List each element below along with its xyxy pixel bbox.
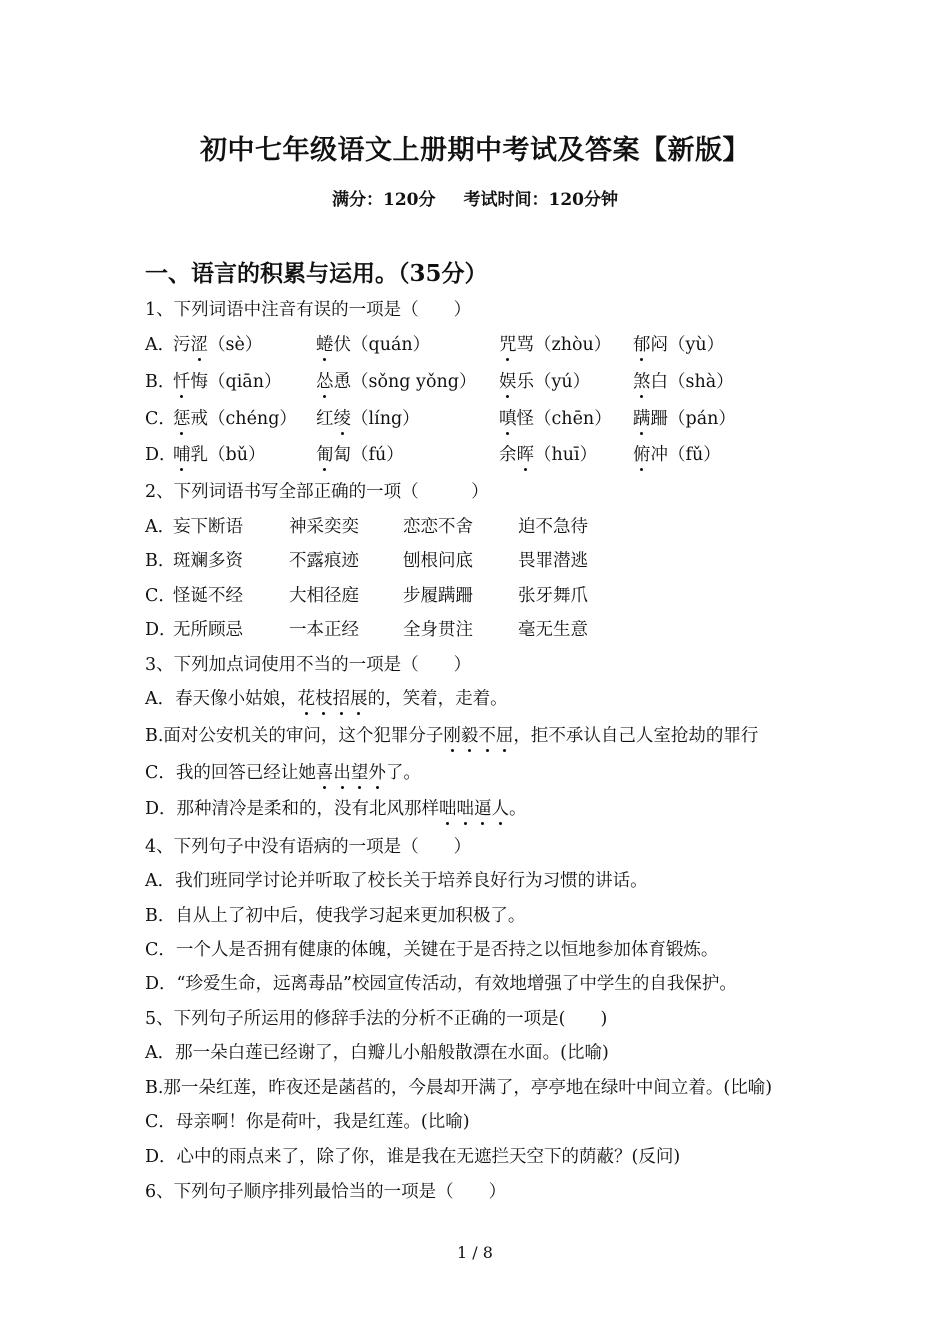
question-3-option-c: C．我的回答已经让她喜出望外了。 bbox=[145, 759, 421, 784]
question-5-stem: 5、下列句子所运用的修辞手法的分析不正确的一项是( ) bbox=[145, 1009, 608, 1029]
dotted-char: 涩 bbox=[191, 331, 209, 356]
word-option: 步履蹒跚 bbox=[403, 586, 473, 606]
pinyin: （líng） bbox=[351, 409, 420, 429]
word-option: 斑斓多资 bbox=[173, 551, 243, 571]
dotted-char: 招 bbox=[333, 685, 351, 710]
pinyin: （chēn） bbox=[534, 409, 612, 429]
pinyin-item: 郁闷（yù） bbox=[633, 331, 724, 356]
word-option: 无所顾忌 bbox=[173, 620, 243, 640]
question-4-option: A．我们班同学讨论并听取了校长关于培养良好行为习惯的讲话。 bbox=[145, 871, 648, 891]
pinyin-item: 污涩（sè） bbox=[173, 331, 262, 356]
question-5-option: B.那一朵红莲，昨夜还是菡萏的，今晨却开满了，亭亭地在绿叶中间立着。(比喻) bbox=[145, 1078, 773, 1098]
dotted-char: 蹒 bbox=[633, 405, 651, 430]
dotted-char: 花 bbox=[298, 685, 316, 710]
dotted-phrase bbox=[298, 689, 368, 709]
word-option: 迫不急待 bbox=[518, 517, 588, 537]
pinyin-item: 蹒跚（pán） bbox=[633, 405, 736, 430]
question-5-option: C．母亲啊！你是荷叶，我是红莲。(比喻) bbox=[145, 1112, 470, 1132]
word-option: 怪诞不经 bbox=[173, 586, 243, 606]
dotted-char: 喜 bbox=[316, 759, 334, 784]
word-option: 畏罪潜逃 bbox=[518, 551, 588, 571]
question-4-option: D．“珍爱生命，远离毒品”校园宣传活动，有效地增强了中学生的自我保护。 bbox=[145, 974, 737, 994]
pinyin-item: 哺乳（bǔ） bbox=[173, 441, 265, 466]
dotted-char: 展 bbox=[350, 685, 368, 710]
page-number: 1 / 8 bbox=[457, 1243, 493, 1262]
word-option: 大相径庭 bbox=[289, 586, 359, 606]
dotted-phrase bbox=[443, 726, 513, 746]
exam-info bbox=[0, 185, 950, 210]
dotted-char: 哺 bbox=[173, 441, 191, 466]
word-option: 恋恋不舍 bbox=[403, 517, 473, 537]
option-letter: D． bbox=[145, 620, 177, 640]
dotted-char: 刚 bbox=[443, 722, 461, 747]
document-title: 初中七年级语文上册期中考试及答案【新版】 bbox=[200, 135, 750, 166]
option-letter: D． bbox=[145, 445, 177, 465]
exam-time: 考试时间：120分钟 bbox=[463, 190, 618, 210]
dotted-char: 不 bbox=[478, 722, 496, 747]
dotted-char: 咄 bbox=[457, 795, 475, 820]
pinyin-item: 匍匐（fú） bbox=[316, 441, 404, 466]
option-letter: C． bbox=[145, 409, 176, 429]
pinyin-item: 蜷伏（quán） bbox=[316, 331, 430, 356]
dotted-char: 俯 bbox=[633, 441, 651, 466]
word-option: 一本正经 bbox=[289, 620, 359, 640]
dotted-char: 绫 bbox=[334, 405, 352, 430]
question-4-option: B．自从上了初中后，使我学习起来更加积极了。 bbox=[145, 906, 526, 926]
pinyin-item: 红绫（líng） bbox=[316, 405, 420, 430]
dotted-char: 忏 bbox=[173, 368, 191, 393]
pinyin: （sè） bbox=[208, 335, 263, 355]
dotted-char: 郁 bbox=[633, 331, 651, 356]
pinyin-item: 嗔怪（chēn） bbox=[499, 405, 612, 430]
pinyin-item: 煞白（shà） bbox=[633, 368, 734, 393]
word-option: 张牙舞爪 bbox=[518, 586, 588, 606]
pinyin-item: 余晖（huī） bbox=[499, 441, 597, 466]
dotted-char: 匍 bbox=[316, 441, 334, 466]
pinyin-item: 惩戒（chéng） bbox=[173, 405, 297, 430]
pinyin: （chéng） bbox=[208, 409, 297, 429]
dotted-char: 望 bbox=[351, 759, 369, 784]
dotted-phrase bbox=[316, 763, 386, 783]
question-5-option: D．心中的雨点来了，除了你，谁是我在无遮拦天空下的荫蔽？(反问) bbox=[145, 1147, 681, 1167]
word-option: 全身贯注 bbox=[403, 620, 473, 640]
pinyin: （quán） bbox=[351, 335, 431, 355]
option-letter: A． bbox=[145, 335, 176, 355]
question-1-stem: 1、下列词语中注音有误的一项是（ ） bbox=[145, 300, 472, 320]
dotted-char: 人 bbox=[492, 795, 510, 820]
full-score: 满分：120分 bbox=[332, 190, 436, 210]
dotted-char: 惩 bbox=[173, 405, 191, 430]
pinyin: （pán） bbox=[668, 409, 736, 429]
word-option: 毫无生意 bbox=[518, 620, 588, 640]
pinyin: （sǒng yǒng） bbox=[351, 372, 477, 392]
pinyin-item: 俯冲（fǔ） bbox=[633, 441, 721, 466]
word-option: 神采奕奕 bbox=[289, 517, 359, 537]
pinyin-item: 娱乐（yú） bbox=[499, 368, 590, 393]
question-3-option-b: B.面对公安机关的审问，这个犯罪分子刚毅不屈，拒不承认自己人室抢劫的罪行 bbox=[145, 722, 758, 747]
dotted-char: 嗔 bbox=[499, 405, 517, 430]
dotted-char: 枝 bbox=[315, 685, 333, 710]
question-4-option: C．一个人是否拥有健康的体魄，关键在于是否持之以恒地参加体育锻炼。 bbox=[145, 940, 719, 960]
dotted-char: 外 bbox=[368, 759, 386, 784]
dotted-char: 煞 bbox=[633, 368, 651, 393]
question-3-option-a: A．春天像小姑娘，花枝招展的，笑着，走着。 bbox=[145, 685, 508, 710]
pinyin: （shà） bbox=[668, 372, 734, 392]
dotted-char: 蜷 bbox=[316, 331, 334, 356]
word-option: 不露痕迹 bbox=[289, 551, 359, 571]
dotted-char: 娱 bbox=[499, 368, 517, 393]
pinyin-item: 咒骂（zhòu） bbox=[499, 331, 611, 356]
dotted-char: 出 bbox=[333, 759, 351, 784]
question-5-option: A．那一朵白莲已经谢了，白瓣儿小船般散漂在水面。(比喻) bbox=[145, 1043, 609, 1063]
option-letter: C． bbox=[145, 586, 176, 606]
pinyin: （huī） bbox=[534, 445, 598, 465]
question-3-option-d: D．那种清冷是柔和的，没有北风那样咄咄逼人。 bbox=[145, 795, 527, 820]
dotted-phrase bbox=[439, 799, 509, 819]
dotted-char: 逼 bbox=[474, 795, 492, 820]
pinyin: （zhòu） bbox=[534, 335, 612, 355]
dotted-char: 咄 bbox=[439, 795, 457, 820]
option-letter: B． bbox=[145, 551, 176, 571]
pinyin: （yú） bbox=[534, 372, 591, 392]
pinyin: （fǔ） bbox=[668, 445, 721, 465]
option-letter: A． bbox=[145, 517, 176, 537]
pinyin-item: 忏悔（qiān） bbox=[173, 368, 282, 393]
section-heading: 一、语言的积累与运用。（35分） bbox=[145, 260, 488, 287]
question-4-stem: 4、下列句子中没有语病的一项是（ ） bbox=[145, 837, 472, 857]
dotted-char: 屈 bbox=[496, 722, 514, 747]
question-3-stem: 3、下列加点词使用不当的一项是（ ） bbox=[145, 655, 472, 675]
question-2-stem: 2、下列词语书写全部正确的一项（ ） bbox=[145, 482, 489, 502]
dotted-char: 毅 bbox=[461, 722, 479, 747]
dotted-char: 晖 bbox=[517, 441, 535, 466]
word-option: 妄下断语 bbox=[173, 517, 243, 537]
pinyin: （yù） bbox=[668, 335, 725, 355]
question-6-stem: 6、下列句子顺序排列最恰当的一项是（ ） bbox=[145, 1182, 507, 1202]
dotted-char: 咒 bbox=[499, 331, 517, 356]
word-option: 刨根问底 bbox=[403, 551, 473, 571]
pinyin: （fú） bbox=[351, 445, 404, 465]
dotted-char: 怂 bbox=[316, 368, 334, 393]
pinyin-item: 怂恿（sǒng yǒng） bbox=[316, 368, 476, 393]
pinyin: （bǔ） bbox=[208, 445, 266, 465]
pinyin: （qiān） bbox=[208, 372, 282, 392]
option-letter: B． bbox=[145, 372, 176, 392]
